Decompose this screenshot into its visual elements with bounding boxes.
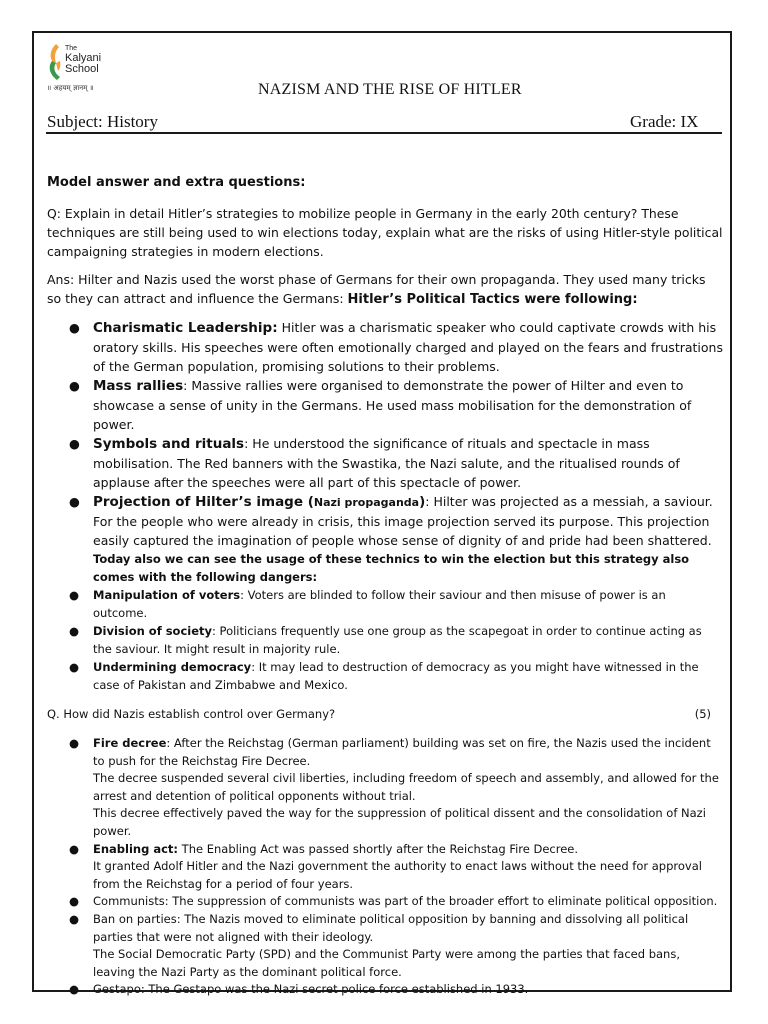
logo-motto: ॥ अहयम् ज्ञानम् ॥ <box>47 84 94 92</box>
grade-label: Grade: IX <box>630 112 699 131</box>
item-extra: The Social Democratic Party (SPD) and the Communist Party were among the parties that faced bans, leaving the Nazi Party as the dominant political force. <box>93 947 680 979</box>
list-item <box>47 658 723 694</box>
subject-label: Subject: History <box>47 112 158 131</box>
control-list <box>47 735 723 999</box>
bullet-icon: ● <box>69 624 80 638</box>
bullet-icon: ● <box>69 588 80 602</box>
bullet-icon: ● <box>69 736 80 750</box>
item-extra: It granted Adolf Hitler and the Nazi government the authority to enact laws without the need for approval from the Reichstag for a period of four years. <box>93 859 702 891</box>
tactics-list <box>47 318 723 550</box>
list-item <box>47 735 723 841</box>
item-label: Fire decree <box>93 736 167 750</box>
list-item <box>47 434 723 492</box>
list-item <box>47 586 723 622</box>
question-2-text: Q. How did Nazis establish control over Germany? <box>47 707 336 721</box>
item-text: : Massive rallies were organised to demonstrate the power of Hilter and even to showcase a sense of unity in the Germans. He used mass mobilisation for the demonstration of power. <box>93 378 692 432</box>
list-item <box>47 841 723 894</box>
section-heading: Model answer and extra questions: <box>47 175 306 190</box>
logo-text <box>65 45 101 75</box>
item-label: Symbols and rituals <box>93 436 245 452</box>
item-text: : After the Reichstag (German parliament) building was set on fire, the Nazis used the incident to push for the Reichstag Fire Decree. <box>93 736 711 768</box>
item-label-end: ) <box>419 494 426 510</box>
logo-the: The <box>65 45 78 52</box>
question-2-marks: (5) <box>694 707 711 721</box>
bullet-icon: ● <box>69 378 80 393</box>
item-text: Gestapo: The Gestapo was the Nazi secret police force established in 1933. <box>93 982 529 997</box>
item-label: Division of society <box>93 624 213 638</box>
page-title: NAZISM AND THE RISE OF HITLER <box>258 81 522 98</box>
list-item <box>47 376 723 434</box>
item-label-small: Nazi propaganda <box>313 496 420 509</box>
question-2 <box>47 705 723 723</box>
answer-bold: Hitler’s Political Tactics were following: <box>347 292 638 307</box>
bullet-icon: ● <box>69 320 80 335</box>
document-body <box>47 174 723 999</box>
item-text: : It may lead to destruction of democracy as you might have witnessed in the case of Pakistan and Zimbabwe and Mexico. <box>93 660 699 692</box>
bullet-icon: ● <box>69 436 80 451</box>
logo-leaf-icon <box>47 43 63 81</box>
list-item <box>47 492 723 550</box>
list-item <box>47 981 723 999</box>
dangers-intro: Today also we can see the usage of these technics to win the election but this strategy also comes with the following dangers: <box>93 552 690 584</box>
item-text: : Hilter was projected as a messiah, a saviour. For the people who were already in crisis, this image projection served its purpose. This projection easily captured the imagination of people whose sense of dignity of and pride had been shattered. <box>93 494 713 548</box>
item-label: Enabling act: <box>93 841 179 856</box>
answer-intro <box>47 270 723 309</box>
bullet-icon: ● <box>69 660 80 674</box>
item-text: Communists: The suppression of communists was part of the broader effort to eliminate political opposition. <box>93 894 718 909</box>
bullet-icon: ● <box>69 982 80 997</box>
list-item <box>47 318 723 376</box>
item-text: : Voters are blinded to follow their saviour and then misuse of power is an outcome. <box>93 588 666 620</box>
item-label: Manipulation of voters <box>93 588 241 602</box>
item-text: : Politicians frequently use one group as the scapegoat in order to continue acting as the saviour. It might result in majority rule. <box>93 624 702 656</box>
school-logo <box>47 43 127 95</box>
item-extra: This decree effectively paved the way for the suppression of political dissent and the consolidation of Nazi power. <box>93 806 706 838</box>
item-label: Mass rallies <box>93 378 184 394</box>
logo-name-1: Kalyani <box>65 52 102 64</box>
item-text: The Enabling Act was passed shortly after the Reichstag Fire Decree. <box>178 841 579 856</box>
dangers-list <box>47 586 723 694</box>
bullet-icon: ● <box>69 894 80 909</box>
list-item <box>47 893 723 911</box>
question-1: Q: Explain in detail Hitler’s strategies to mobilize people in Germany in the early 20th century? These techniques are still being used to win elections today, explain what are the risks of using Hitler-style political campaigning strategies in modern elections. <box>47 206 723 259</box>
bullet-icon: ● <box>69 841 80 856</box>
list-item <box>47 911 723 981</box>
logo-name-2: School <box>65 63 99 75</box>
item-label: Charismatic Leadership: <box>93 320 278 336</box>
bullet-icon: ● <box>69 494 80 509</box>
header-divider <box>46 132 722 134</box>
item-text: Hitler was a charismatic speaker who could captivate crowds with his oratory skills. His speeches were often emotionally charged and played on the fears and frustrations of the German population, promising solutions to their problems. <box>93 320 723 374</box>
item-extra: The decree suspended several civil liberties, including freedom of speech and assembly, and allowed for the arrest and detention of political opponents without trial. <box>93 771 719 803</box>
item-label: Undermining democracy <box>93 660 252 674</box>
bullet-icon: ● <box>69 911 80 926</box>
item-label: Projection of Hilter’s image ( <box>93 494 314 510</box>
item-text: Ban on parties: The Nazis moved to eliminate political opposition by banning and dissolving all political parties that were not aligned with their ideology. <box>93 911 689 944</box>
answer-text: Ans: Hilter and Nazis used the worst phase of Germans for their own propaganda. They used many tricks so they can attract and influence the Germans: <box>47 272 706 306</box>
item-text: : He understood the significance of rituals and spectacle in mass mobilisation. The Red banners with the Swastika, the Nazi salute, and the ritualised rounds of applause after the speeches were all part of this spectacle of power. <box>93 436 680 490</box>
list-item <box>47 622 723 658</box>
